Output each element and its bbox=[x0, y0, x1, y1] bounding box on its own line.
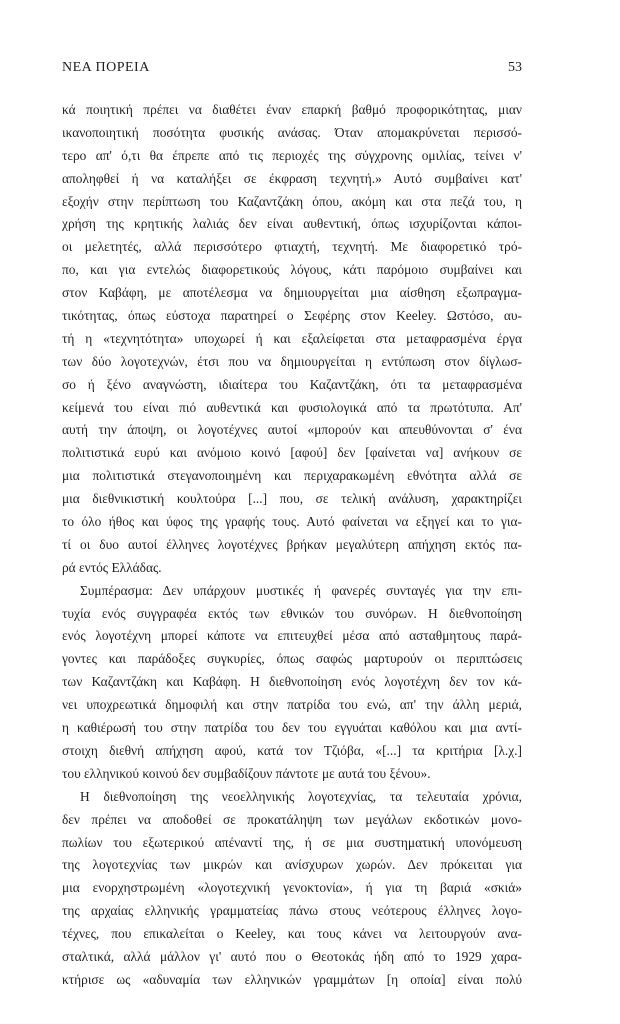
text-line: μια διεθνικιστική κουλτούρα [...] που, σε τελική ανάλυση, χαρακτηρίζει bbox=[62, 491, 522, 507]
text-line: ικανοποιητική ποσότητα φυσικής ανάσας. Όταν απομακρύνεται περισσό- bbox=[62, 124, 522, 140]
text-line: πωλίων του εξωτερικού απέναντί της, ή σε μια συστηματική υπονόμευση bbox=[62, 834, 522, 850]
text-line: πολιτιστικά ευρύ και ανόμοιο κοινό [αφού] δεν [φαίνεται να] ανήκουν σε bbox=[62, 445, 522, 461]
text-line: στον Καβάφη, με αποτέλεσμα να δημιουργείται μια αίσθηση εξωπραγμα- bbox=[62, 285, 522, 301]
text-line: σο ή ξένο αναγνώστη, ιδιαίτερα του Καζαντζάκη, ότι τα μεταφρασμένα bbox=[62, 376, 522, 392]
text-line: τυχία ενός συγγραφέα εκτός των εθνικών του συνόρων. Η διεθνοποίηση bbox=[62, 605, 522, 621]
text-line: οι μελετητές, αλλά περισσότερο φτιαχτή, τεχνητή. Με διαφορετικό τρό- bbox=[62, 239, 522, 255]
text-line: νει υποχρεωτικά δημοφιλή και στην πατρίδα του ενώ, απ' την άλλη μεριά, bbox=[62, 697, 522, 713]
text-line: τικότητας, όπως εύστοχα παρατηρεί ο Σεφέρης στον Keeley. Ωστόσο, αυ- bbox=[62, 308, 522, 324]
text-line: σταλτικά, αλλά μάλλον γι' αυτό που ο Θεοτοκάς ήδη από το 1929 χαρα- bbox=[62, 948, 522, 964]
text-line: κείμενά του είναι πιό αυθεντικά και φυσιολογικά από τα πρωτότυπα. Απ' bbox=[62, 399, 522, 415]
text-line: το όλο ήθος και ύφος της γραφής τους. Αυτό φαίνεται να εξηγεί και το για- bbox=[62, 514, 522, 530]
text-line: γοντες και παράδοξες συγκυρίες, όπως σαφώς μαρτυρούν οι περιπτώσεις bbox=[62, 651, 522, 667]
text-line: η καθιέρωσή του στην πατρίδα του δεν του εγγυάται καθόλου και μια αντί- bbox=[62, 720, 522, 736]
body-text bbox=[62, 99, 522, 992]
text-line: μια πολιτιστικά στεγανοποιημένη και περιχαρακωμένη εθνότητα αλλά σε bbox=[62, 468, 522, 484]
text-line: της αρχαίας ελληνικής γραμματείας πάνω στους νεότερους έλληνες λογο- bbox=[62, 903, 522, 919]
text-line: κά ποιητική πρέπει να διαθέτει έναν επαρκή βαθμό προφορικότητας, μιαν bbox=[62, 102, 522, 117]
text-line: δεν πρέπει να αποδοθεί σε προκατάληψη των μεγάλων εκδοτικών μονο- bbox=[62, 811, 522, 827]
text-line: ενός λογοτέχνη μπορεί κάποτε να επιτευχθεί μέσα από ασταθμητους παρά- bbox=[62, 628, 522, 644]
text-line: κτήρισε ως «αδυναμία των ελληνικών γραμμάτων [η οποία] είναι πολύ bbox=[62, 971, 522, 987]
text-line: των δύο λογοτεχνών, έτσι που να δημιουργείται η εντύπωση στον δίγλωσ- bbox=[62, 353, 522, 369]
text-line: Συμπέρασμα: Δεν υπάρχουν μυστικές ή φανερές συνταγές για την επι- bbox=[80, 582, 522, 598]
text-line: αυτή την άποψη, οι λογοτέχνες αυτοί «μπορούν και απευθύνονται σ' ένα bbox=[62, 422, 522, 438]
running-head: ΝΕΑ ΠΟΡΕΙΑ bbox=[62, 60, 150, 75]
text-line: του ελληνικού κοινού δεν συμβαδίζουν πάντοτε με αυτά του ξένου». bbox=[62, 765, 431, 781]
text-line: τερο απ' ό,τι θα έπρεπε από τις περιοχές της σύγχρονης ομιλίας, τείνει ν' bbox=[62, 147, 522, 163]
text-line: Η διεθνοποίηση της νεοελληνικής λογοτεχνίας, τα τελευταία χρόνια, bbox=[80, 788, 522, 804]
page-number: 53 bbox=[508, 60, 522, 75]
text-line: ρά εντός Ελλάδας. bbox=[62, 559, 162, 575]
text-line: πο, και για εντελώς διαφορετικούς λόγους, κάτι παρόμοιο συμβαίνει και bbox=[62, 262, 522, 278]
text-line: τέχνες, που επικαλείται ο Keeley, και τους κάνει να λειτουργούν ανα- bbox=[62, 926, 522, 942]
page-header bbox=[62, 60, 522, 80]
text-line: των Καζαντζάκη και Καβάφη. Η διεθνοποίηση ενός λογοτέχνη δεν τον κά- bbox=[62, 674, 522, 690]
text-line: της λογοτεχνίας των μικρών και ανίσχυρων χωρών. Δεν πρόκειται για bbox=[62, 857, 522, 873]
text-line: αποληφθεί ή να καταλήξει σε έκφραση τεχνητή.» Αυτό συμβαίνει κατ' bbox=[62, 170, 522, 186]
text-line: χρήση της κρητικής λαλιάς δεν είναι αυθεντική, όπως ισχυρίζονται κάποι- bbox=[62, 216, 522, 232]
text-line: στοιχη διεθνή απήχηση αφού, κατά τον Τζιόβα, «[...] τα κριτήρια [λ.χ.] bbox=[62, 742, 522, 758]
text-line: τί οι δυο αυτοί έλληνες λογοτέχνες βρήκαν μεγαλύτερη απήχηση εκτός πα- bbox=[62, 536, 522, 552]
text-line: εξοχήν στην περίπτωση του Καζαντζάκη όπου, ακόμη και στα πεζά του, η bbox=[62, 193, 522, 209]
text-line: τή η «τεχνητότητα» υποχωρεί ή και εξαλείφεται στα μεταφρασμένα έργα bbox=[62, 330, 522, 346]
text-line: μια ενορχηστρωμένη «λογοτεχνική γενοκτονία», ή για τη βαριά «σκιά» bbox=[62, 880, 522, 896]
